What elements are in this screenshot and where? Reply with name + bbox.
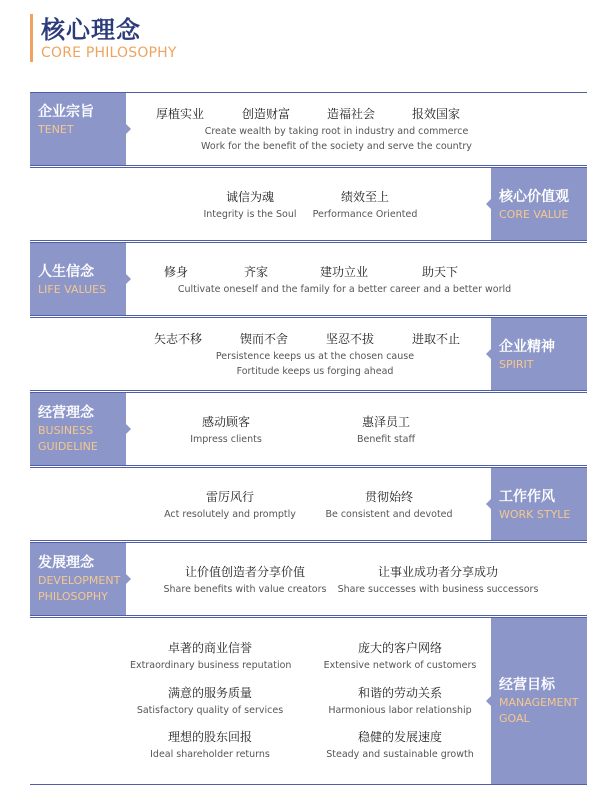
- management-goal-item: 和谐的劳动关系 Harmonious labor relationship: [328, 686, 472, 716]
- section-work-style: [30, 467, 587, 541]
- work-style-item: 雷厉风行 Act resolutely and promptly: [164, 490, 296, 520]
- label-business-guideline: [30, 393, 126, 465]
- spirit-en-line-1: Persistence keeps us at the chosen cause: [215, 351, 415, 362]
- content-business-guideline: [126, 393, 587, 465]
- label-management-goal-en-2: GOAL: [499, 712, 530, 725]
- section-spirit: [30, 317, 587, 391]
- management-goal-item: 庞大的客户网络 Extensive network of customers: [323, 641, 477, 671]
- section-core-value: [30, 167, 587, 241]
- section-tenet: [30, 92, 587, 166]
- content-spirit: [30, 318, 491, 390]
- business-guideline-item: 惠泽员工 Benefit staff: [357, 415, 415, 445]
- label-spirit-en: SPIRIT: [499, 358, 534, 371]
- label-management-goal-cn: 经营目标: [499, 677, 555, 693]
- label-work-style-cn: 工作作风: [499, 489, 555, 505]
- life-values-en-line: Cultivate oneself and the family for a better career and a better world: [177, 284, 512, 295]
- label-business-guideline-cn: 经营理念: [38, 405, 94, 421]
- life-value-item: 齐家: [243, 265, 268, 279]
- label-spirit: [491, 318, 587, 390]
- management-goal-item: 卓著的商业信誉 Extraordinary business reputation: [130, 641, 292, 671]
- development-item: 让事业成功者分享成功 Share successes with business successors: [337, 565, 539, 595]
- content-development: [126, 543, 587, 615]
- label-core-value-en: CORE VALUE: [499, 208, 569, 221]
- content-core-value: [30, 168, 491, 240]
- label-tenet-cn: 企业宗旨: [38, 104, 94, 120]
- life-value-item: 助天下: [421, 265, 458, 279]
- section-business-guideline: [30, 392, 587, 466]
- life-value-item: 建功立业: [319, 265, 368, 279]
- spirit-item: 进取不止: [411, 332, 460, 346]
- tenet-item: 厚植实业: [155, 107, 204, 121]
- section-life-values: [30, 242, 587, 316]
- management-goal-item: 稳健的发展速度 Steady and sustainable growth: [326, 730, 474, 760]
- development-item: 让价值创造者分享价值 Share benefits with value creators: [163, 565, 327, 595]
- tenet-item: 创造财富: [241, 107, 290, 121]
- label-development-en-2: PHILOSOPHY: [38, 590, 108, 603]
- label-life-values-cn: 人生信念: [38, 264, 94, 280]
- label-core-value: [491, 168, 587, 240]
- label-life-values-en: LIFE VALUES: [38, 283, 107, 296]
- business-guideline-item: 感动顾客 Impress clients: [190, 415, 262, 445]
- label-business-guideline-en-2: GUIDELINE: [38, 440, 98, 453]
- page-title: 核心理念: [41, 16, 141, 44]
- spirit-en-line-2: Fortitude keeps us forging ahead: [236, 366, 394, 377]
- core-value-item: 诚信为魂 Integrity is the Soul: [203, 190, 297, 220]
- label-life-values: [30, 243, 126, 315]
- label-development-en-1: DEVELOPMENT: [38, 574, 121, 587]
- label-business-guideline-en-1: BUSINESS: [38, 424, 93, 437]
- content-management-goal: [30, 618, 491, 784]
- work-style-item: 贯彻始终 Be consistent and devoted: [325, 490, 453, 520]
- spirit-item: 矢志不移: [153, 332, 202, 346]
- tenet-item: 报效国家: [411, 107, 460, 121]
- tenet-item: 造福社会: [326, 107, 375, 121]
- management-goal-item: 理想的股东回报 Ideal shareholder returns: [150, 730, 270, 760]
- content-work-style: [30, 468, 491, 540]
- tenet-en-line-1: Create wealth by taking root in industry and commerce: [204, 126, 469, 137]
- label-spirit-cn: 企业精神: [499, 339, 555, 355]
- life-value-item: 修身: [163, 265, 188, 279]
- section-development: [30, 542, 587, 616]
- content-tenet: [126, 93, 587, 165]
- label-work-style: [491, 468, 587, 540]
- label-work-style-en: WORK STYLE: [499, 508, 571, 521]
- label-development: [30, 543, 126, 615]
- label-management-goal: [491, 618, 587, 784]
- label-development-cn: 发展理念: [38, 555, 94, 571]
- section-management-goal: [30, 617, 587, 785]
- core-value-item: 绩效至上 Performance Oriented: [312, 190, 418, 220]
- title-accent-bar: [30, 14, 33, 62]
- content-life-values: [126, 243, 587, 315]
- label-management-goal-en-1: MANAGEMENT: [499, 696, 579, 709]
- spirit-item: 锲而不舍: [239, 332, 288, 346]
- spirit-item: 坚忍不拔: [325, 332, 374, 346]
- label-core-value-cn: 核心价值观: [499, 189, 569, 205]
- management-goal-item: 满意的服务质量 Satisfactory quality of services: [136, 686, 284, 716]
- label-tenet-en: TENET: [38, 123, 74, 136]
- page-subtitle: CORE PHILOSOPHY: [41, 45, 177, 61]
- tenet-en-line-2: Work for the benefit of the society and serve the country: [201, 141, 472, 152]
